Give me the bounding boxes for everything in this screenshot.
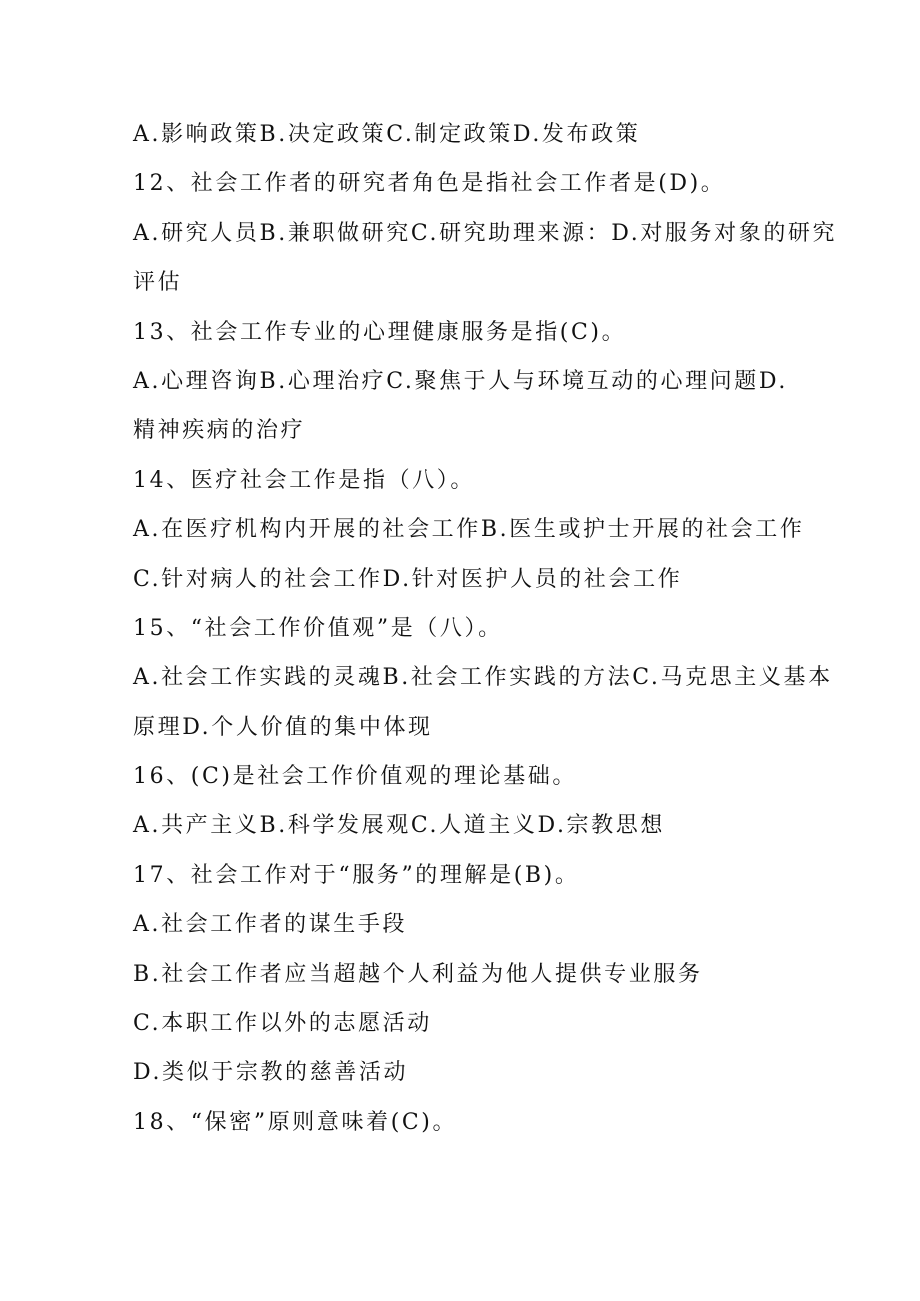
text-line: A.社会工作实践的灵魂B.社会工作实践的方法C.马克思主义基本 [133,665,833,691]
text-line: A.心理咨询B.心理治疗C.聚焦于人与环境互动的心理问题D. [133,368,788,394]
question-12: 12、社会工作者的研究者角色是指社会工作者是(D)。 [133,171,726,197]
question-15: 15、“社会工作价值观”是（八）。 [133,615,503,641]
text-line: A.共产主义B.科学发展观C.人道主义D.宗教思想 [133,813,665,839]
question-18: 18、“保密”原则意味着(C)。 [133,1109,458,1135]
text-line: C.针对病人的社会工作D.针对医护人员的社会工作 [133,566,683,592]
text-line: C.本职工作以外的志愿活动 [133,1011,432,1037]
question-17: 17、社会工作对于“服务”的理解是(B)。 [133,862,580,888]
text-line: B.社会工作者应当超越个人利益为他人提供专业服务 [133,961,703,987]
document-body [133,110,838,1147]
text-line: A.研究人员B.兼职做研究C.研究助理来源：D.对服务对象的研究 [133,220,838,246]
text-line: 精神疾病的治疗 [133,418,306,444]
question-16: 16、(C)是社会工作价值观的理论基础。 [133,764,577,790]
text-line: 评估 [133,270,183,296]
text-line: A.影响政策B.决定政策C.制定政策D.发布政策 [133,122,641,147]
text-line: A.社会工作者的谋生手段 [133,912,408,938]
question-14: 14、医疗社会工作是指（八）。 [133,467,475,493]
text-line: D.类似于宗教的慈善活动 [133,1060,409,1086]
question-13: 13、社会工作专业的心理健康服务是指(C)。 [133,319,627,345]
text-line: A.在医疗机构内开展的社会工作B.医生或护士开展的社会工作 [133,517,805,543]
text-line: 原理D.个人价值的集中体现 [133,714,433,740]
